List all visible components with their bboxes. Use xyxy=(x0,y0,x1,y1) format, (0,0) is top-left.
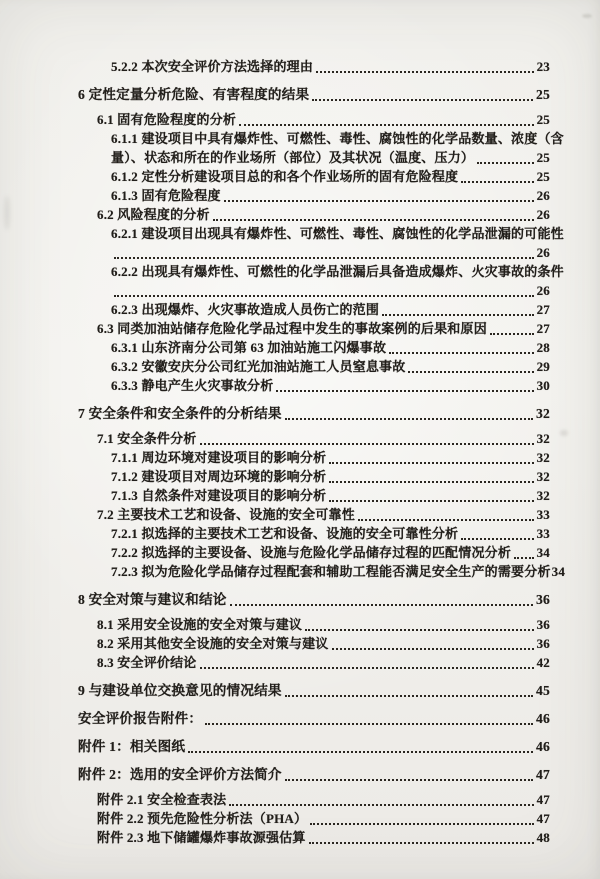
dot-leader xyxy=(461,538,533,540)
toc-entry-text: 6.3.1 山东济南分公司第 63 加油站施工闪爆事故 xyxy=(111,340,387,355)
dot-leader xyxy=(229,804,533,806)
page-number: 30 xyxy=(536,378,550,393)
scan-smudge xyxy=(560,430,568,436)
page-number: 42 xyxy=(536,655,550,670)
toc-entry-line xyxy=(78,205,550,224)
dot-leader xyxy=(200,443,534,445)
toc-entry-line xyxy=(78,110,550,129)
page-number: 46 xyxy=(536,711,550,726)
toc-entry-text: 6.2 风险程度的分析 xyxy=(97,207,210,222)
toc-entry-line xyxy=(78,505,550,524)
page-number: 26 xyxy=(536,283,550,298)
page-number: 32 xyxy=(536,488,550,503)
page-number: 25 xyxy=(536,112,550,127)
page-number: 34 xyxy=(551,564,566,579)
toc-list xyxy=(78,57,566,847)
toc-entry-text: 7.1.1 周边环境对建设项目的影响分析 xyxy=(111,450,327,465)
page-number: 27 xyxy=(536,302,550,317)
page-number: 25 xyxy=(536,169,550,184)
toc-entry-text: 9 与建设单位交换意见的情况结果 xyxy=(78,683,282,698)
toc-entry-text: 附件 2.3 地下储罐爆炸事故源强估算 xyxy=(97,830,306,845)
toc-entry-text: 5.2.2 本次安全评价方法选择的理由 xyxy=(111,59,314,74)
toc-entry-line xyxy=(78,357,550,376)
toc-entry-line xyxy=(78,524,550,543)
dot-leader xyxy=(389,352,533,354)
toc-entry-text: 安全评价报告附件： xyxy=(78,711,203,726)
dot-leader xyxy=(188,751,533,753)
page-number: 25 xyxy=(536,87,550,102)
toc-entry-line xyxy=(78,281,550,300)
toc-entry-text: 7.1 安全条件分析 xyxy=(97,431,197,446)
toc-entry-line xyxy=(78,319,550,338)
dot-leader xyxy=(285,779,533,781)
toc-entry-line xyxy=(78,634,550,653)
dot-leader xyxy=(408,371,533,373)
page-number: 28 xyxy=(536,340,550,355)
dot-leader xyxy=(114,295,534,297)
toc-entry-text: 附件 2.1 安全检查表法 xyxy=(97,792,227,807)
toc-entry-line xyxy=(78,148,550,167)
dot-leader xyxy=(477,162,533,164)
page-number: 27 xyxy=(536,321,550,336)
toc-entry-text: 6.2.3 出现爆炸、火灾事故造成人员伤亡的范围 xyxy=(111,302,380,317)
page-number: 36 xyxy=(536,636,550,651)
dot-leader xyxy=(276,390,533,392)
page-number: 23 xyxy=(536,59,550,74)
toc-entry-line xyxy=(78,486,550,505)
toc-entry-line xyxy=(78,615,550,634)
dot-leader xyxy=(329,500,533,502)
dot-leader xyxy=(213,219,534,221)
toc-entry-text: 7.2.1 拟选择的主要技术工艺和设备、设施的安全可靠性分析 xyxy=(111,526,459,541)
dot-leader xyxy=(285,695,533,697)
page-number: 47 xyxy=(536,767,550,782)
toc-entry-text: 7 安全条件和安全条件的分析结果 xyxy=(78,406,282,421)
toc-entry-line xyxy=(78,404,550,423)
toc-entry-line xyxy=(78,224,564,243)
toc-entry-line xyxy=(78,243,550,262)
page-number: 36 xyxy=(536,617,550,632)
toc-entry-text: 附件 2.2 预先危险性分析法（PHA） xyxy=(97,811,308,826)
toc-entry-line xyxy=(78,429,550,448)
toc-entry-text: 8 安全对策与建议和结论 xyxy=(78,592,227,607)
toc-entry-text: 6.1.2 定性分析建设项目总的和各个作业场所的固有危险程度 xyxy=(111,169,459,184)
dot-leader xyxy=(230,604,533,606)
page-number: 34 xyxy=(536,545,550,560)
toc-entry-line xyxy=(78,467,550,486)
dot-leader xyxy=(305,629,533,631)
page-number: 46 xyxy=(536,739,550,754)
page-number: 29 xyxy=(536,359,550,374)
dot-leader xyxy=(205,723,533,725)
toc-entry-line xyxy=(78,737,550,756)
dot-leader xyxy=(332,648,534,650)
toc-entry-text: 6 定性定量分析危险、有害程度的结果 xyxy=(78,87,310,102)
toc-entry-line xyxy=(78,543,550,562)
toc-entry-text: 6.1 固有危险程度的分析 xyxy=(97,112,237,127)
toc-entry-text: 6.3 同类加油站储存危险化学品过程中发生的事故案例的后果和原因 xyxy=(97,321,487,336)
toc-entry-text: 6.2.1 建设项目出现具有爆炸性、可燃性、毒性、腐蚀性的化学品泄漏的可能性 xyxy=(111,226,564,241)
toc-entry-line xyxy=(78,167,550,186)
toc-entry-text: 7.2.2 拟选择的主要设备、设施与危险化学品储存过程的匹配情况分析 xyxy=(111,545,512,560)
dot-leader xyxy=(461,181,533,183)
page-number: 33 xyxy=(536,507,550,522)
dot-leader xyxy=(200,667,534,669)
dot-leader xyxy=(316,71,534,73)
toc-entry-text: 量）、状态和所在的作业场所（部位）及其状况（温度、压力） xyxy=(111,150,475,165)
dot-leader xyxy=(224,200,534,202)
dot-leader xyxy=(310,823,533,825)
toc-entry-text: 7.1.3 自然条件对建设项目的影响分析 xyxy=(111,488,327,503)
dot-leader xyxy=(514,557,534,559)
dot-leader xyxy=(329,462,533,464)
toc-entry-text: 附件 1：相关图纸 xyxy=(78,739,186,754)
toc-entry-text: 7.2.3 拟为危险化学品储存过程配套和辅助工程能否满足安全生产的需要分析 xyxy=(111,564,551,579)
page-number: 32 xyxy=(536,406,550,421)
toc-entry-text: 8.1 采用安全设施的安全对策与建议 xyxy=(97,617,303,632)
toc-entry-line xyxy=(78,376,550,395)
toc-entry-line xyxy=(78,790,550,809)
dot-leader xyxy=(285,418,533,420)
toc-entry-line xyxy=(78,338,550,357)
toc-entry-text: 6.3.3 静电产生火灾事故分析 xyxy=(111,378,274,393)
page-number: 47 xyxy=(536,792,550,807)
toc-entry-text: 7.2 主要技术工艺和设备、设施的安全可靠性 xyxy=(97,507,355,522)
page-number: 45 xyxy=(536,683,550,698)
page-number: 32 xyxy=(536,469,550,484)
scan-smudge xyxy=(4,196,10,230)
page-number: 32 xyxy=(536,431,550,446)
toc-entry-line xyxy=(78,186,550,205)
toc-entry-text: 8.2 采用其他安全设施的安全对策与建议 xyxy=(97,636,329,651)
toc-entry-line xyxy=(78,590,550,609)
page-number: 47 xyxy=(536,811,550,826)
page-number: 26 xyxy=(536,188,550,203)
toc-entry-line xyxy=(78,653,550,672)
toc-entry-line xyxy=(78,85,550,104)
toc-entry-text: 附件 2：选用的安全评价方法简介 xyxy=(78,767,282,782)
scan-smudge xyxy=(582,14,592,18)
dot-leader xyxy=(239,124,533,126)
toc-entry-text: 6.2.2 出现具有爆炸性、可燃性的化学品泄漏后具备造成爆炸、火灾事故的条件 xyxy=(111,264,564,279)
toc-entry-line xyxy=(78,681,550,700)
toc-entry-text: 6.1.1 建设项目中具有爆炸性、可燃性、毒性、腐蚀性的化学品数量、浓度（含 xyxy=(111,131,564,146)
page-number: 33 xyxy=(536,526,550,541)
page-number: 25 xyxy=(536,150,550,165)
dot-leader xyxy=(312,99,533,101)
toc-entry-text: 6.1.3 固有危险程度 xyxy=(111,188,221,203)
toc-entry-line xyxy=(78,262,564,281)
toc-entry-line xyxy=(78,57,550,76)
page-number: 26 xyxy=(536,245,550,260)
toc-entry-line xyxy=(78,809,550,828)
toc-entry-line xyxy=(78,129,564,148)
page-number: 32 xyxy=(536,450,550,465)
toc-entry-line xyxy=(78,765,550,784)
toc-entry-line xyxy=(78,709,550,728)
toc-entry-line xyxy=(78,448,550,467)
page-number: 36 xyxy=(536,592,550,607)
dot-leader xyxy=(358,519,534,521)
dot-leader xyxy=(329,481,533,483)
toc-entry-line xyxy=(78,562,566,581)
dot-leader xyxy=(490,333,534,335)
toc-entry-line xyxy=(78,828,550,847)
dot-leader xyxy=(114,257,534,259)
toc-entry-line xyxy=(78,300,550,319)
dot-leader xyxy=(382,314,534,316)
page-number: 48 xyxy=(536,830,550,845)
toc-entry-text: 8.3 安全评价结论 xyxy=(97,655,197,670)
dot-leader xyxy=(309,842,534,844)
toc-entry-text: 7.1.2 建设项目对周边环境的影响分析 xyxy=(111,469,327,484)
toc-entry-text: 6.3.2 安徽安庆分公司红光加油站施工人员窒息事故 xyxy=(111,359,406,374)
page-number: 26 xyxy=(536,207,550,222)
